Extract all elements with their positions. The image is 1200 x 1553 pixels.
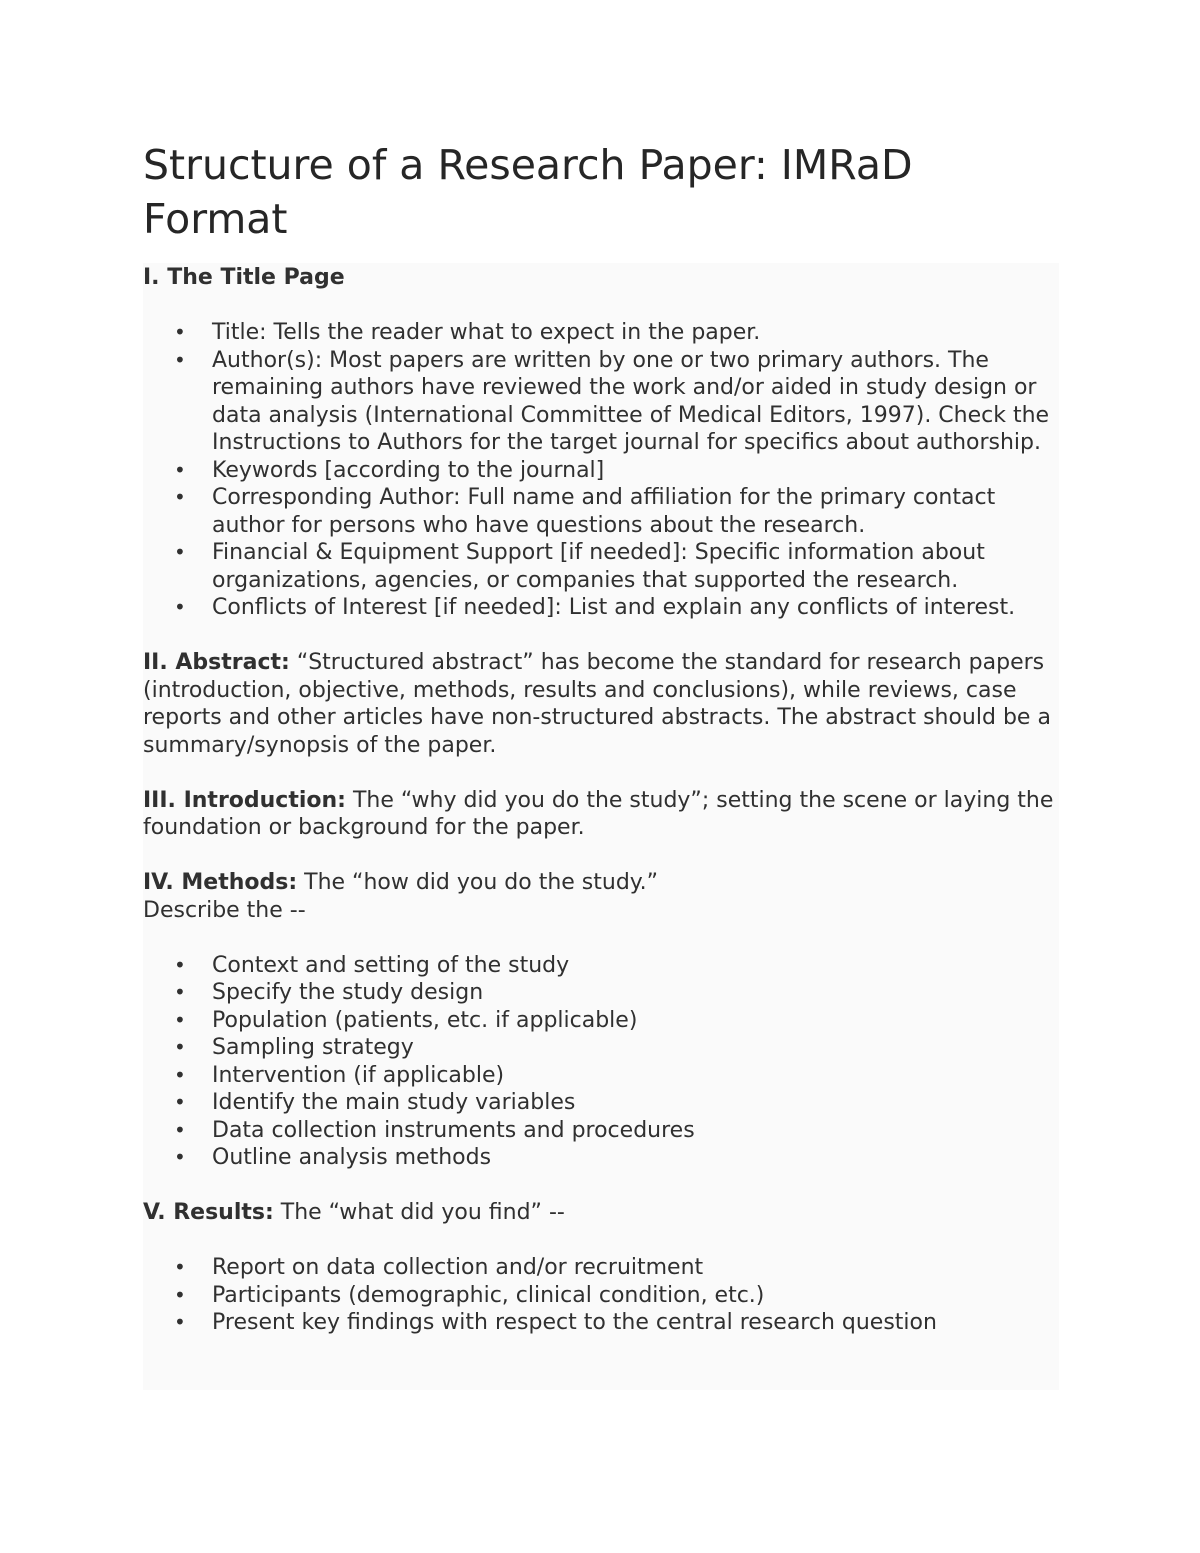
list-item: • Report on data collection and/or recruitment (212, 1254, 1059, 1282)
list-item: • Outline analysis methods (212, 1144, 1059, 1172)
section-heading-abstract: II. Abstract: (143, 650, 290, 675)
section-heading-introduction: III. Introduction: (143, 787, 346, 813)
section-heading-methods: IV. Methods: (143, 870, 298, 895)
introduction-text: The “why did you do the study”; setting the scene or laying the foundation or background for the paper. (143, 787, 1054, 840)
list-item: • Present key findings with respect to the central research question (212, 1309, 1059, 1337)
results-list (143, 1254, 1059, 1337)
list-item: • Intervention (if applicable) (212, 1062, 1059, 1090)
list-item: • Participants (demographic, clinical condition, etc.) (212, 1282, 1059, 1310)
list-item: • Context and setting of the study (212, 952, 1059, 980)
list-item: • Financial & Equipment Support [if needed]: Specific information about organizations, agencies, or companies that supported the research. (212, 539, 1059, 594)
section-heading-results: V. Results: (143, 1200, 274, 1225)
section-introduction (143, 787, 1059, 842)
title-page-list (143, 319, 1059, 622)
document-body (143, 263, 1059, 1390)
methods-list (143, 952, 1059, 1172)
list-item: • Specify the study design (212, 979, 1059, 1007)
abstract-text: “Structured abstract” has become the standard for research papers (introduction, objective, methods, results and conclusions), while reviews, case reports and other articles have non-structured abstracts. The abstract should be a summary/synopsis of the paper. (143, 650, 1051, 758)
list-item: • Sampling strategy (212, 1034, 1059, 1062)
list-item: • Author(s): Most papers are written by one or two primary authors. The remaining authors have reviewed the work and/or aided in study design or data analysis (International Committee of Medical Editors, 1997). Check the Instructions to Authors for the target journal for specifics about authorship. (212, 347, 1059, 457)
list-item: • Data collection instruments and procedures (212, 1117, 1059, 1145)
section-heading-title-page: I. The Title Page (143, 265, 345, 290)
list-item: • Title: Tells the reader what to expect in the paper. (212, 319, 1059, 347)
methods-lead: Describe the -- (143, 897, 306, 923)
list-item: • Population (patients, etc. if applicable) (212, 1007, 1059, 1035)
document-title: Structure of a Research Paper: IMRaD Format (143, 141, 913, 243)
results-text: The “what did you find” -- (273, 1200, 565, 1225)
section-abstract (143, 649, 1059, 759)
methods-text: The “how did you do the study.” (297, 870, 659, 895)
list-item: • Corresponding Author: Full name and affiliation for the primary contact author for persons who have questions about the research. (212, 484, 1059, 539)
list-item: • Conflicts of Interest [if needed]: List and explain any conflicts of interest. (212, 594, 1059, 622)
section-methods (143, 869, 1059, 897)
list-item: • Identify the main study variables (212, 1089, 1059, 1117)
section-results (143, 1199, 1059, 1227)
list-item: • Keywords [according to the journal] (212, 457, 1059, 485)
